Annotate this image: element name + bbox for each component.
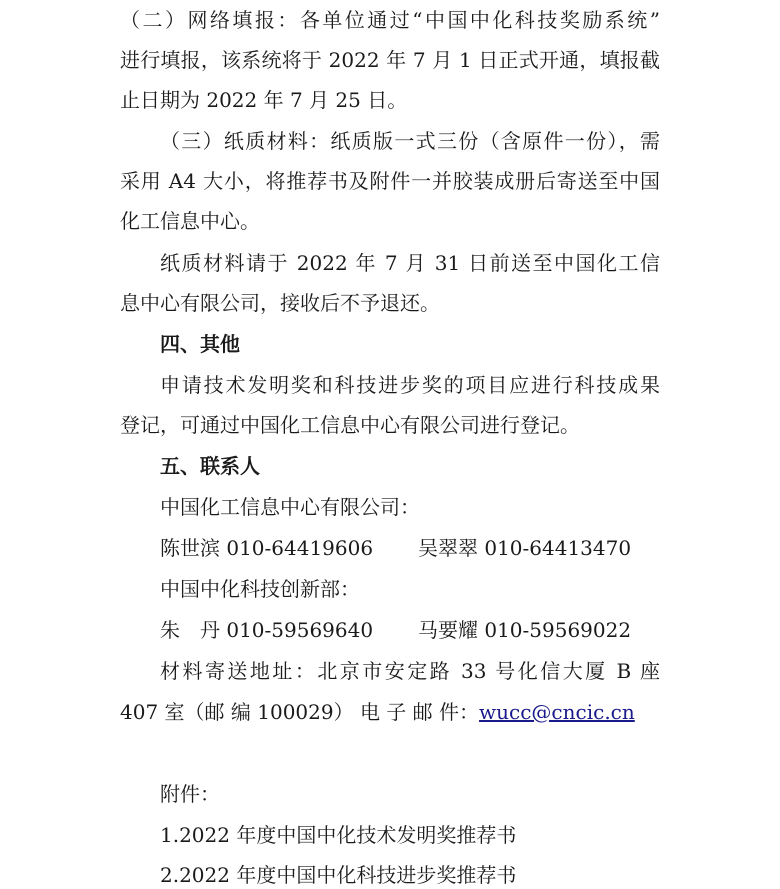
- paper-materials-line-1: （三）纸质材料：纸质版一式三份（含原件一份），需: [160, 129, 660, 153]
- attachment-item-2: 2.2022 年度中国中化科技进步奖推荐书: [160, 863, 517, 887]
- mailing-address-line-2: [120, 698, 635, 726]
- email-link[interactable]: wucc@cncic.cn: [479, 700, 635, 724]
- online-filing-line-1: （二）网络填报：各单位通过“中国中化科技奖励系统”: [120, 8, 660, 32]
- contact-person-2: 吴翠翠 010-64413470: [418, 536, 632, 560]
- section-heading-contacts: 五、联系人: [160, 454, 260, 478]
- contact-person-1: 陈世滨 010-64419606: [160, 536, 374, 560]
- online-filing-line-2: 进行填报，该系统将于 2022 年 7 月 1 日正式开通，填报截: [120, 48, 660, 72]
- deadline-line-1: 纸质材料请于 2022 年 7 月 31 日前送至中国化工信: [160, 251, 660, 275]
- other-line-2: 登记，可通过中国化工信息中心有限公司进行登记。: [120, 413, 580, 437]
- deadline-line-2: 息中心有限公司，接收后不予退还。: [120, 291, 440, 315]
- contact-org-cncic: 中国化工信息中心有限公司：: [160, 495, 420, 519]
- other-line-1: 申请技术发明奖和科技进步奖的项目应进行科技成果: [160, 373, 660, 397]
- mailing-address-text: 407 室（邮 编 100029） 电 子 邮 件：: [120, 700, 480, 724]
- paper-materials-line-2: 采用 A4 大小，将推荐书及附件一并胶装成册后寄送至中国: [120, 169, 660, 193]
- attachment-item-1: 1.2022 年度中国中化技术发明奖推荐书: [160, 823, 517, 847]
- contact-org-sinochem: 中国中化科技创新部：: [160, 577, 360, 601]
- contact-person-4: 马要耀 010-59569022: [418, 618, 632, 642]
- attachments-label: 附件：: [160, 782, 220, 806]
- mailing-address-line-1: 材料寄送地址：北京市安定路 33 号化信大厦 B 座: [160, 659, 660, 683]
- paper-materials-line-3: 化工信息中心。: [120, 209, 260, 233]
- online-filing-line-3: 止日期为 2022 年 7 月 25 日。: [120, 88, 408, 112]
- section-heading-other: 四、其他: [160, 332, 240, 356]
- contact-person-3: 朱 丹 010-59569640: [160, 618, 374, 642]
